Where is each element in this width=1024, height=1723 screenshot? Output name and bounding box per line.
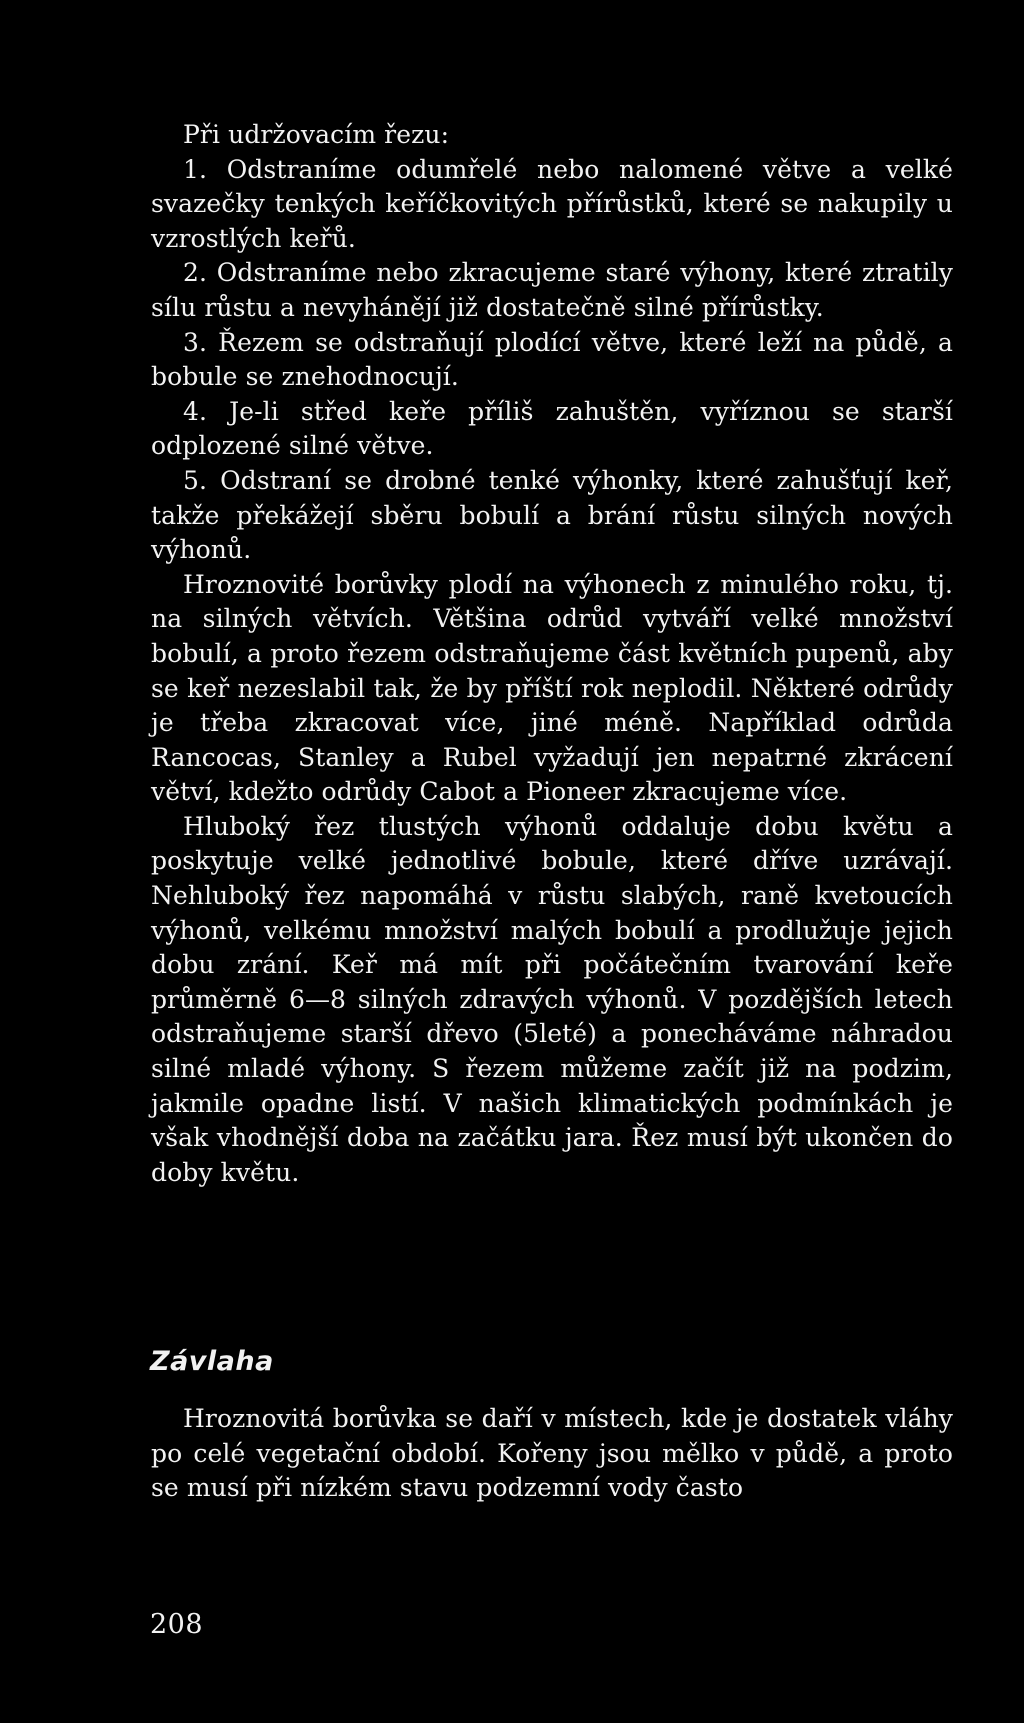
paragraph-cut-depth: Hluboký řez tlustých výhonů oddaluje dobu květu a poskytuje velké jednotlivé bobule, které dříve uzrávají. Nehluboký řez napomáhá v růstu slabých, raně kvetoucích výhonů, velkému množství malých bobulí a prodlužuje jejich dobu zrání. Keř má mít při počátečním tvarování keře průměrně 6—8 silných zdravých výhonů. V pozdějších letech odstraňujeme starší dřevo (5leté) a ponecháváme náhradou silné mladé výhony. S řezem můžeme začít již na podzim, jakmile opadne listí. V našich klimatických podmínkách je však vhodnější doba na začátku jara. Řez musí být ukončen do doby květu. — [151, 811, 953, 1187]
irrigation-text-block — [151, 1402, 953, 1506]
pruning-text-block — [151, 118, 953, 1190]
list-item-1: 1. Odstraníme odumřelé nebo nalomené větve a velké svazečky tenkých keříčkovitých přírůstků, které se nakupily u vzrostlých keřů. — [151, 154, 953, 253]
intro-line: Při udržovacím řezu: — [183, 120, 450, 149]
list-item-4: 4. Je-li střed keře příliš zahuštěn, vyříznou se starší odplozené silné větve. — [151, 396, 953, 461]
paragraph-irrigation: Hroznovitá borůvka se daří v místech, kde je dostatek vláhy po celé vegetační období. Kořeny jsou mělko v půdě, a proto se musí při nízkém stavu podzemní vody často — [151, 1404, 953, 1503]
list-item-2: 2. Odstraníme nebo zkracujeme staré výhony, které ztratily sílu růstu a nevyhánějí již dostatečně silné přírůstky. — [151, 258, 953, 322]
section-heading: Závlaha — [150, 1346, 274, 1377]
list-item-5: 5. Odstraní se drobné tenké výhonky, které zahušťují keř, takže překážejí sběru bobulí a brání růstu silných nových výhonů. — [151, 465, 953, 565]
list-item-3: 3. Řezem se odstraňují plodící větve, které leží na půdě, a bobule se znehodnocují. — [151, 327, 953, 392]
page-number: 208 — [150, 1609, 204, 1640]
paragraph-fruiting: Hroznovité borůvky plodí na výhonech z minulého roku, tj. na silných větvích. Většina odrůd vytváří velké množství bobulí, a proto řezem odstraňujeme část květních pupenů, aby se keř nezeslabil tak, že by příští rok neplodil. Některé odrůdy je třeba zkracovat více, jiné méně. Například odrůda Rancocas, Stanley a Rubel vyžadují jen nepatrné zkrácení větví, kdežto odrůdy Cabot a Pioneer zkracujeme více. — [151, 569, 953, 807]
